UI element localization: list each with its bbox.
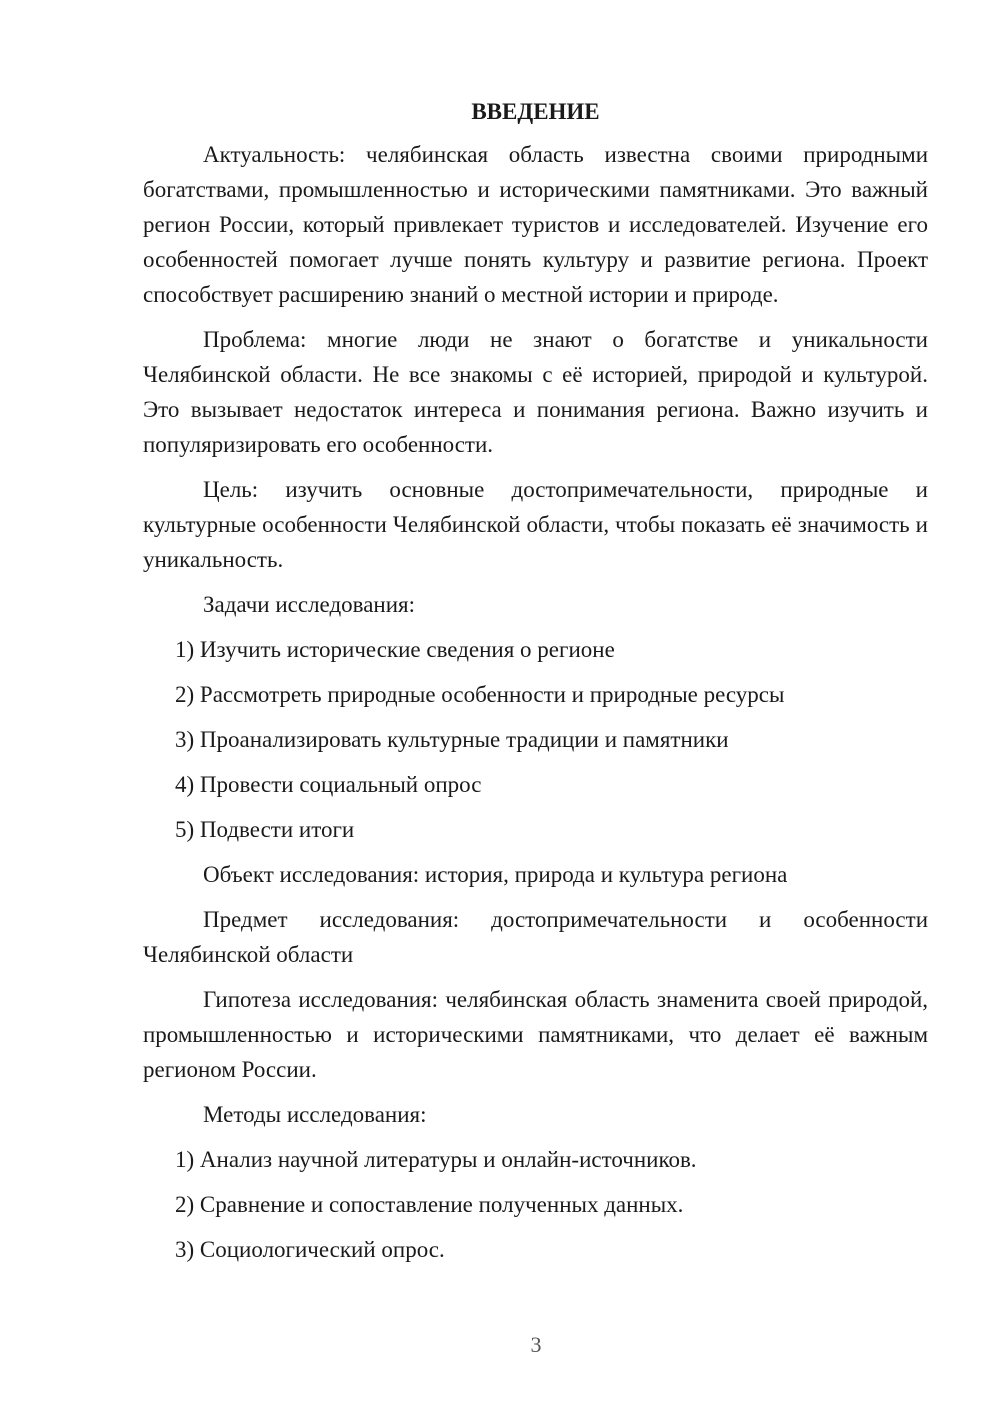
methods-heading: Методы исследования: bbox=[203, 1102, 427, 1127]
list-item: 3) Социологический опрос. bbox=[175, 1237, 445, 1262]
list-item: 2) Сравнение и сопоставление полученных данных. bbox=[175, 1192, 684, 1217]
list-item: 1) Изучить исторические сведения о регионе bbox=[175, 637, 615, 662]
problem-paragraph: Проблема: многие люди не знают о богатстве и уникальности Челябинской области. Не все знакомы с её историей, природой и культурой. Это вызывает недостаток интереса и понимания региона. Важно изучить и популяризировать его особенности. bbox=[143, 327, 928, 457]
relevance-paragraph: Актуальность: челябинская область известна своими природными богатствами, промышленностью и историческими памятниками. Это важный регион России, который привлекает туристов и исследователей. Изучение его особенностей помогает лучше понять культуру и развитие региона. Проект способствует расширению знаний о местной истории и природе. bbox=[143, 142, 928, 307]
list-item: 3) Проанализировать культурные традиции и памятники bbox=[175, 727, 729, 752]
object-paragraph: Объект исследования: история, природа и культура региона bbox=[203, 862, 788, 887]
list-item: 2) Рассмотреть природные особенности и природные ресурсы bbox=[175, 682, 785, 707]
list-item: 4) Провести социальный опрос bbox=[175, 772, 482, 797]
tasks-heading: Задачи исследования: bbox=[203, 592, 416, 617]
tasks-list bbox=[143, 632, 928, 847]
section-title: ВВЕДЕНИЕ bbox=[471, 99, 600, 124]
goal-paragraph: Цель: изучить основные достопримечательности, природные и культурные особенности Челябинской области, чтобы показать её значимость и уникальность. bbox=[143, 477, 928, 572]
page-number: 3 bbox=[530, 1332, 542, 1357]
methods-list bbox=[143, 1142, 928, 1267]
document-body bbox=[143, 97, 928, 1277]
hypothesis-paragraph: Гипотеза исследования: челябинская область знаменита своей природой, промышленностью и историческими памятниками, что делает её важным регионом России. bbox=[143, 987, 928, 1082]
subject-paragraph: Предмет исследования: достопримечательности и особенности Челябинской области bbox=[143, 907, 928, 967]
list-item: 1) Анализ научной литературы и онлайн-источников. bbox=[175, 1147, 697, 1172]
list-item: 5) Подвести итоги bbox=[175, 817, 355, 842]
